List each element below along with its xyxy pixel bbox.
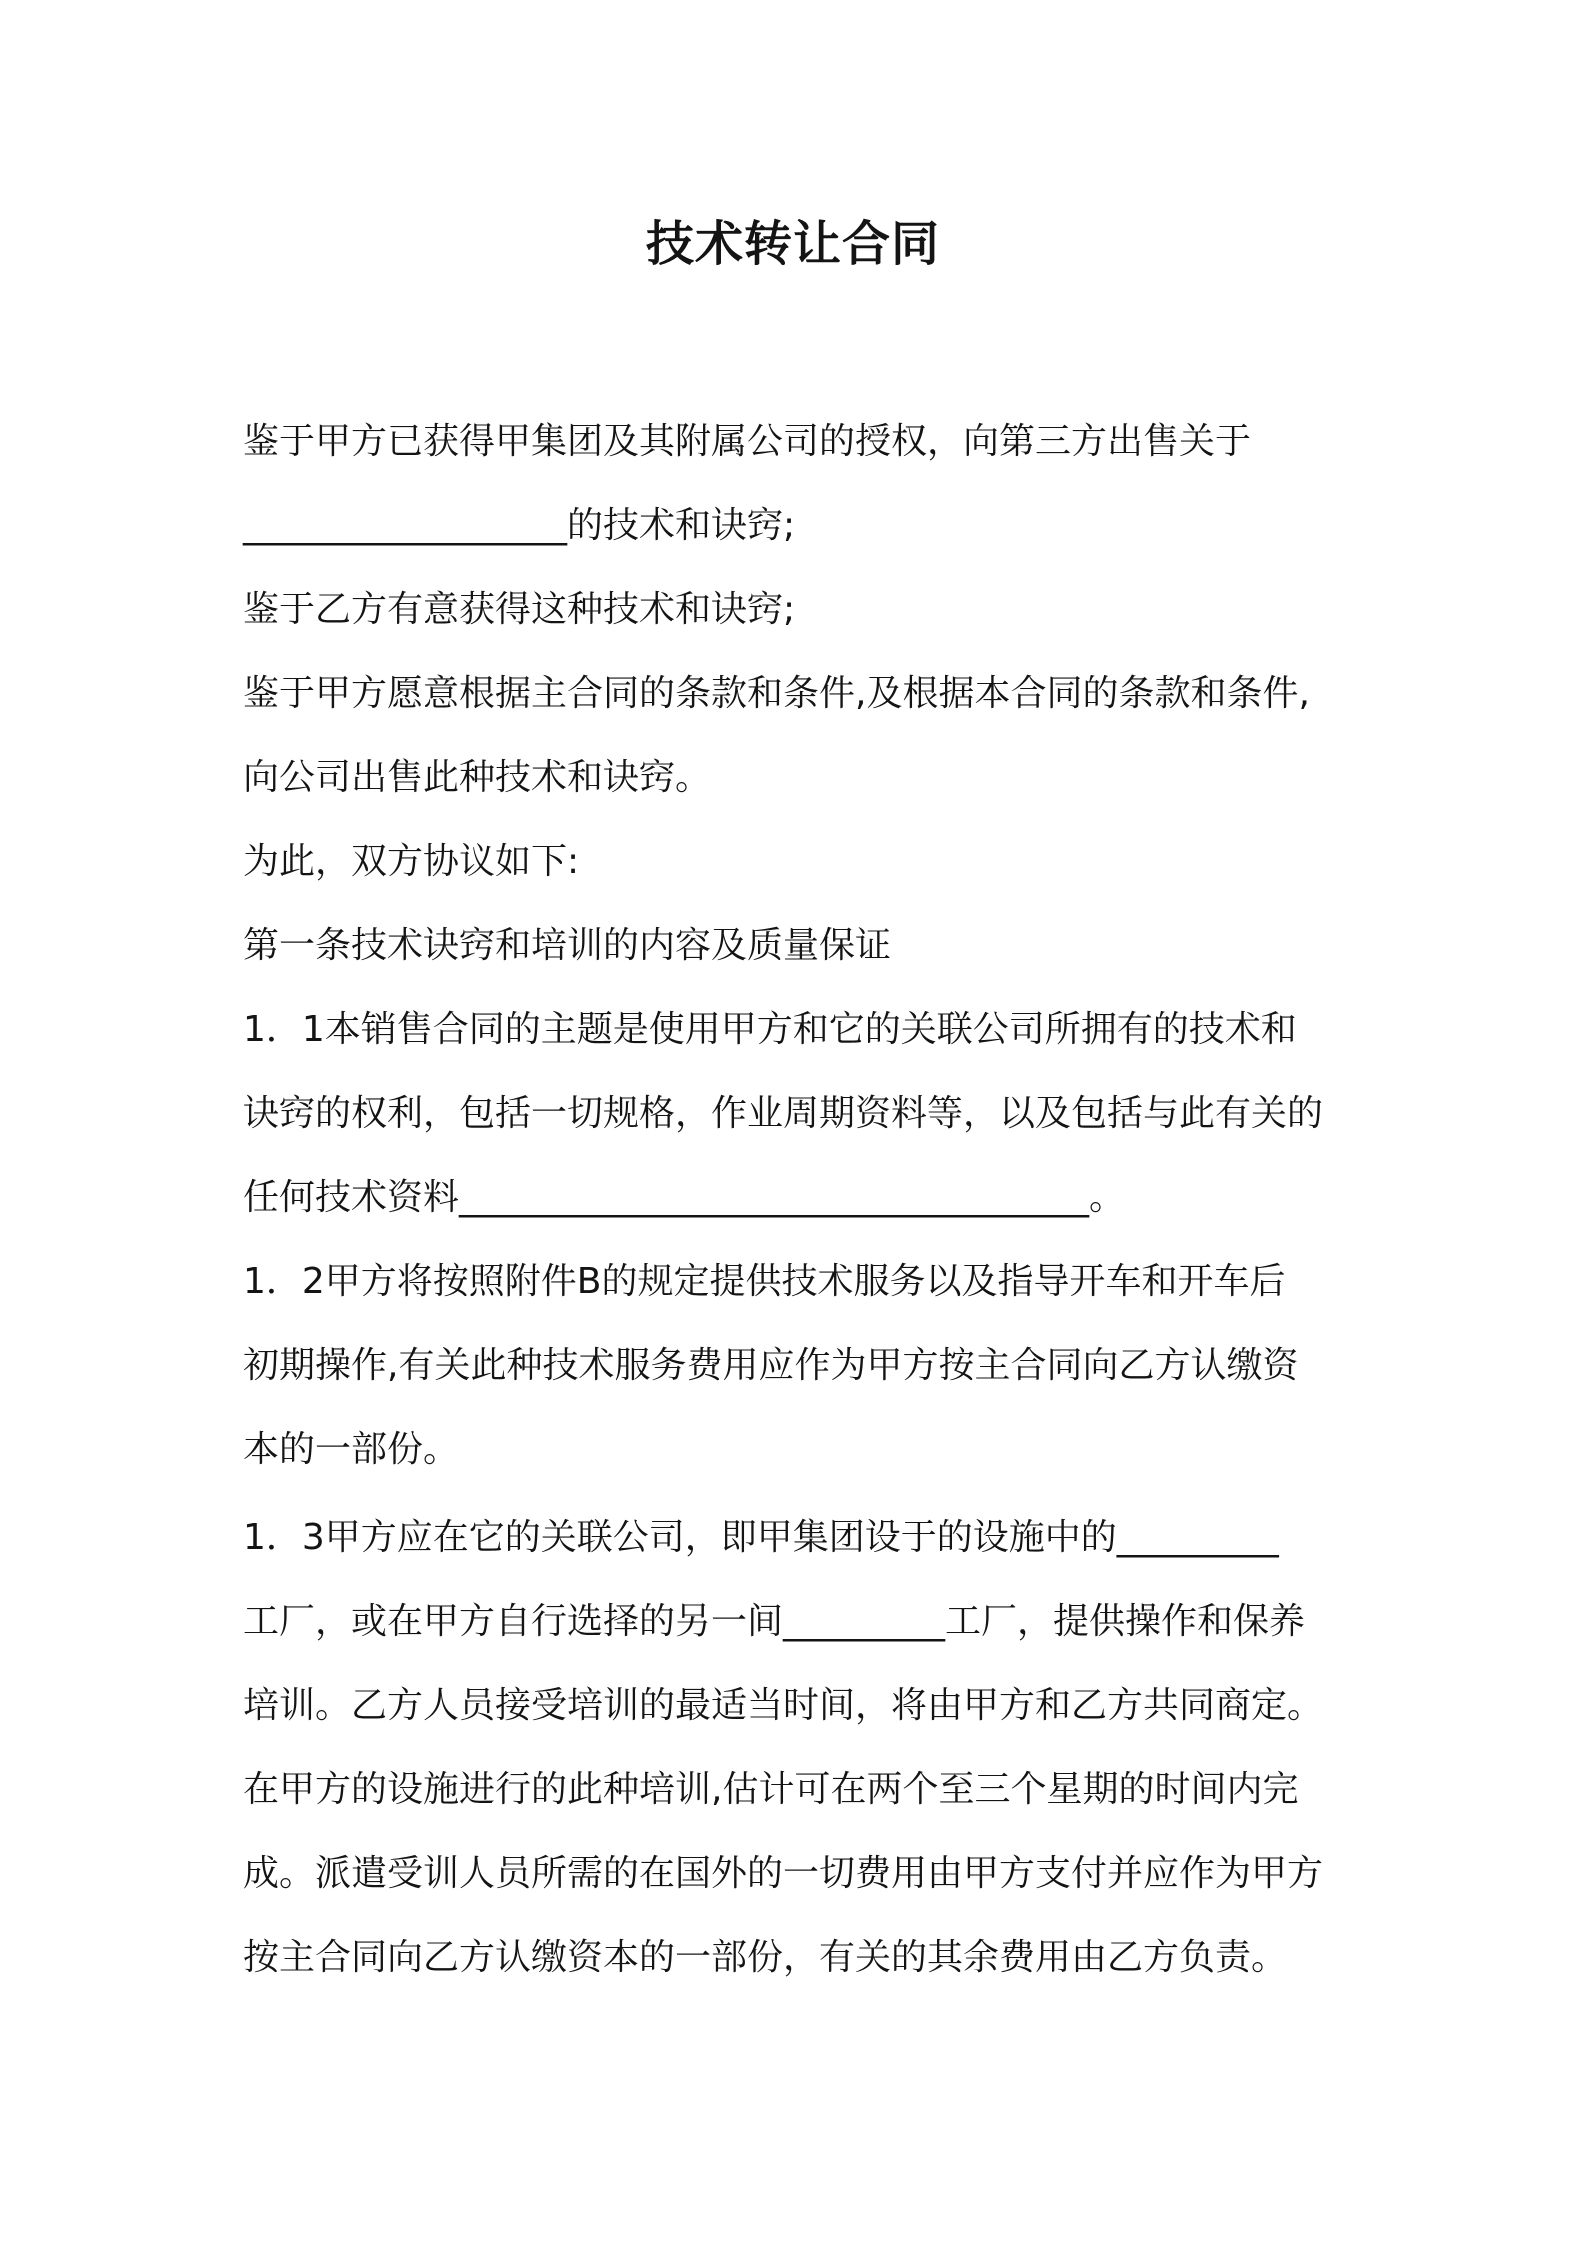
paragraph-line: 培训。乙方人员接受培训的最适当时间，将由甲方和乙方共同商定。 (243, 1685, 1324, 1726)
paragraph-line: 按主合同向乙方认缴资本的一部份，有关的其余费用由乙方负责。 (243, 1937, 1288, 1978)
paragraph-line: 鉴于乙方有意获得这种技术和诀窍; (243, 589, 796, 630)
paragraph-line: 向公司出售此种技术和诀窍。 (243, 757, 712, 798)
paragraph-line: 鉴于甲方愿意根据主合同的条款和条件,及根据本合同的条款和条件, (243, 673, 1310, 714)
paragraph-line: 在甲方的设施进行的此种培训,估计可在两个至三个星期的时间内完 (243, 1769, 1299, 1810)
paragraph-line: 成。派遣受训人员所需的在国外的一切费用由甲方支付并应作为甲方 (243, 1853, 1324, 1894)
article-heading: 第一条技术诀窍和培训的内容及质量保证 (243, 925, 892, 966)
paragraph-line: 本的一部份。 (243, 1429, 460, 1470)
clause-1-2: 1．2甲方将按照附件B的规定提供技术服务以及指导开车和开车后 (243, 1261, 1286, 1302)
paragraph-line: __________________的技术和诀窍; (243, 505, 796, 546)
document-title: 技术转让合同 (645, 216, 940, 272)
paragraph-line: 为此，双方协议如下: (243, 841, 580, 882)
paragraph-line: 工厂，或在甲方自行选择的另一间_________工厂，提供操作和保养 (243, 1601, 1306, 1642)
document-body (243, 400, 1383, 2000)
paragraph-line: 鉴于甲方已获得甲集团及其附属公司的授权，向第三方出售关于 (243, 421, 1252, 462)
paragraph-line: 诀窍的权利，包括一切规格，作业周期资料等，以及包括与此有关的 (243, 1093, 1324, 1134)
clause-1-1: 1．1本销售合同的主题是使用甲方和它的关联公司所拥有的技术和 (243, 1009, 1297, 1050)
paragraph-line: 任何技术资料___________________________________。 (243, 1177, 1126, 1218)
paragraph-line: 初期操作,有关此种技术服务费用应作为甲方按主合同向乙方认缴资 (243, 1345, 1299, 1386)
clause-1-3: 1．3甲方应在它的关联公司，即甲集团设于的设施中的_________ (243, 1517, 1279, 1558)
